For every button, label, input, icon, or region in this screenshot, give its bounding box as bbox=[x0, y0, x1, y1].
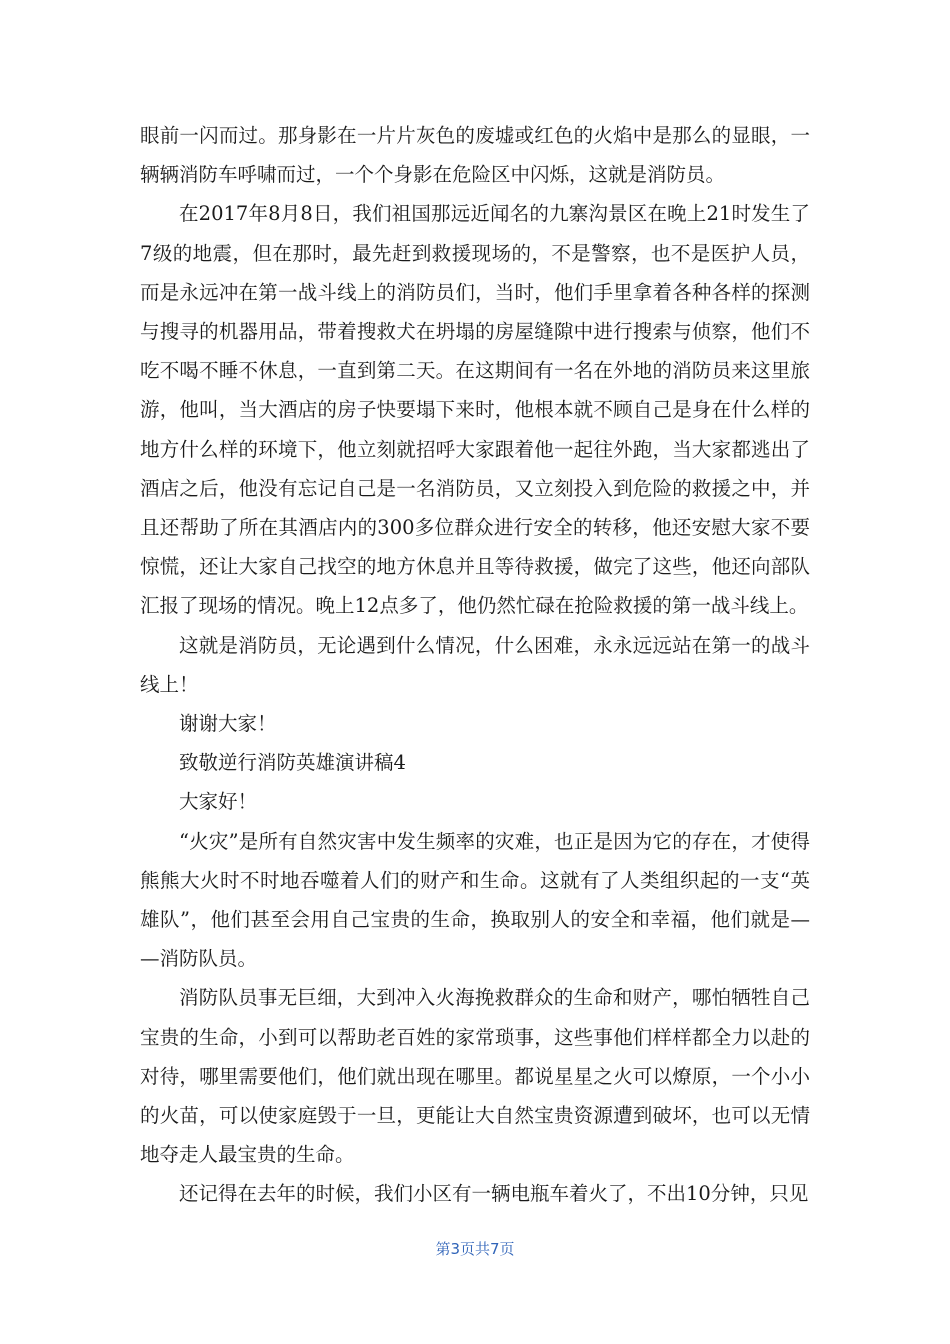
paragraph-thanks: 谢谢大家！ bbox=[179, 712, 277, 736]
paragraph-greeting: 大家好！ bbox=[179, 790, 258, 814]
page-number-footer: 第3页共7页 bbox=[435, 1240, 515, 1258]
paragraph-jiuzhaigou-earthquake: 在2017年8月8日，我们祖国那远近闻名的九寨沟景区在晚上21时发生了7级的地震，但在那时，最先赶到救援现场的，不是警察，也不是医护人员，而是永远冲在第一战斗线上的消防员们，当时，他们手里拿着各种各样的探测与搜寻的机器用品，带着搜救犬在坍塌的房屋缝隙中进行搜索与侦察，他们不吃不喝不睡不休息，一直到第二天。在这期间有一名在外地的消防员来这里旅游，他叫，当大酒店的房子快要塌下来时，他根本就不顾自己是身在什么样的地方什么样的环境下，他立刻就招呼大家跟着他一起往外跑，当大家都逃出了酒店之后，他没有忘记自己是一名消防员，又立刻投入到危险的救援之中，并且还帮助了所在其酒店内的300多位群众进行安全的转移，他还安慰大家不要惊慌，还让大家自己找空的地方休息并且等待救援，做完了这些，他还向部队汇报了现场的情况。晚上12点多了，他仍然忙碌在抢险救援的第一战斗线上。 bbox=[140, 202, 810, 618]
paragraph-firefighters-duty: 消防队员事无巨细，大到冲入火海挽救群众的生命和财产，哪怕牺牲自己宝贵的生命，小到可以帮助老百姓的家常琐事，这些事他们样样都全力以赴的对待，哪里需要他们，他们就出现在哪里。都说星星之火可以燎原，一个小小的火苗，可以使家庭毁于一旦，更能让大自然宝贵资源遭到破坏，也可以无情地夺走人最宝贵的生命。 bbox=[140, 986, 810, 1167]
paragraph-memory: 还记得在去年的时候，我们小区有一辆电瓶车着火了，不出10分钟，只见 bbox=[179, 1182, 809, 1206]
paragraph-firefighter-frontline: 这就是消防员，无论遇到什么情况，什么困难，永永远远站在第一的战斗线上！ bbox=[140, 633, 810, 696]
paragraph-continued: 眼前一闪而过。那身影在一片片灰色的废墟或红色的火焰中是那么的显眼，一辆辆消防车呼啸而过，一个个身影在危险区中闪烁，这就是消防员。 bbox=[140, 124, 810, 187]
paragraph-fire-disaster: “火灾”是所有自然灾害中发生频率的灾难，也正是因为它的存在，才使得熊熊大火时不时地吞噬着人们的财产和生命。这就有了人类组织起的一支“英雄队”，他们甚至会用自己宝贵的生命，换取别人的安全和幸福，他们就是——消防队员。 bbox=[140, 829, 810, 971]
speech-heading: 致敬逆行消防英雄演讲稿4 bbox=[179, 751, 406, 775]
document-body bbox=[140, 116, 810, 1214]
